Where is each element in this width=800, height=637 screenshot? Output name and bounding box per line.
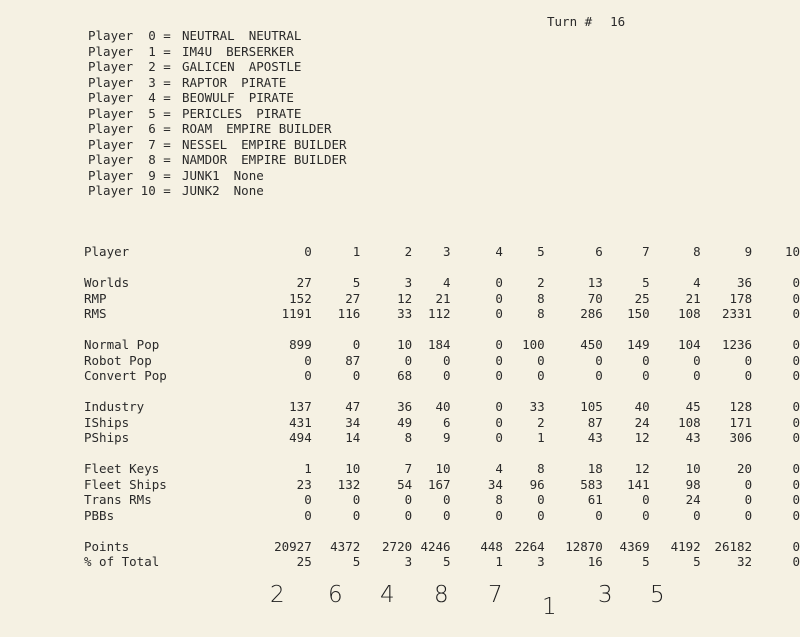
cell-value: 20 [737, 461, 753, 476]
cell-value: 112 [427, 306, 451, 321]
player-label: Player 4 = [88, 90, 171, 105]
handwritten-rank: 2 [270, 582, 285, 608]
player-type: APOSTLE [248, 59, 302, 74]
player-row [88, 90, 347, 106]
cell-value: 10 [435, 461, 451, 476]
cell-value: 116 [337, 306, 361, 321]
player-label: Player 3 = [88, 74, 171, 90]
cell-value: 0 [304, 352, 312, 368]
cell-value: 16 [587, 554, 603, 569]
cell-value: 3 [404, 554, 413, 569]
cell-value: 7 [404, 461, 413, 476]
cell-value: 583 [580, 476, 603, 492]
table-row [84, 353, 800, 369]
player-row [88, 59, 347, 75]
cell-value: 0 [792, 554, 800, 569]
cell-value: 26182 [714, 538, 753, 554]
cell-value: 21 [435, 290, 451, 306]
table-row [84, 399, 800, 415]
cell-value: 45 [685, 399, 701, 414]
row-label: Fleet Ships [84, 476, 167, 492]
handwritten-rank: 4 [380, 582, 395, 608]
table-row [84, 337, 800, 353]
player-name: RAPTOR [182, 74, 228, 90]
player-row [88, 137, 347, 153]
cell-value: 87 [587, 414, 603, 430]
cell-value: 8 [404, 430, 413, 445]
table-row [84, 508, 800, 524]
cell-value: 13 [587, 275, 603, 290]
cell-value: 1 [537, 430, 545, 445]
cell-value: 0 [495, 352, 503, 368]
row-label: Worlds [84, 275, 130, 290]
cell-value: 0 [792, 461, 800, 476]
cell-value: 0 [595, 368, 603, 383]
cell-value: 108 [678, 414, 701, 430]
cell-value: 0 [642, 492, 650, 507]
cell-value: 27 [296, 275, 312, 290]
cell-value: 0 [792, 507, 800, 523]
cell-value: 70 [587, 290, 603, 306]
cell-value: 0 [404, 507, 413, 523]
cell-value: 9 [744, 244, 753, 259]
player-label: Player 0 = [88, 28, 171, 43]
player-label: Player 9 = [88, 167, 171, 183]
cell-value: 494 [289, 430, 312, 445]
handwritten-rank: 7 [488, 582, 503, 608]
cell-value: 5 [352, 554, 361, 569]
cell-value: 0 [744, 492, 753, 507]
player-type: PIRATE [248, 90, 294, 105]
cell-value: 2 [404, 244, 413, 259]
cell-value: 0 [495, 507, 503, 523]
player-type: EMPIRE BUILDER [241, 136, 347, 152]
cell-value: 7 [642, 244, 650, 259]
player-row [88, 75, 347, 91]
cell-value: 8 [537, 306, 545, 321]
cell-value: 184 [427, 337, 451, 352]
cell-value: 5 [352, 275, 361, 290]
cell-value: 0 [495, 399, 503, 414]
cell-value: 0 [792, 414, 800, 430]
player-row [88, 121, 347, 137]
cell-value: 0 [443, 492, 451, 507]
player-name: NEUTRAL [182, 28, 235, 43]
cell-value: 27 [345, 290, 361, 306]
player-label: Player 7 = [88, 136, 171, 152]
row-label: PShips [84, 430, 130, 445]
player-name: ROAM [182, 121, 213, 136]
cell-value: 8 [693, 244, 701, 259]
cell-value: 2 [537, 414, 545, 430]
handwritten-rank: 8 [434, 582, 449, 608]
cell-value: 68 [397, 368, 413, 383]
cell-value: 4192 [670, 538, 701, 554]
cell-value: 150 [627, 306, 650, 321]
cell-value: 33 [529, 399, 545, 414]
cell-value: 104 [678, 337, 701, 352]
cell-value: 4 [495, 244, 503, 259]
cell-value: 0 [792, 492, 800, 507]
cell-value: 40 [435, 399, 451, 414]
player-label: Player 6 = [88, 121, 171, 136]
player-label: Player 8 = [88, 152, 171, 167]
cell-value: 1191 [281, 306, 312, 321]
cell-value: 0 [495, 275, 503, 290]
table-row [84, 368, 800, 384]
player-label: Player 10 = [88, 183, 171, 198]
player-name: PERICLES [182, 105, 243, 121]
cell-value: 2720 [382, 538, 413, 554]
cell-value: 137 [289, 399, 312, 414]
cell-value: 0 [693, 352, 701, 368]
player-type: NEUTRAL [248, 28, 302, 43]
cell-value: 49 [397, 414, 413, 430]
cell-value: 0 [537, 492, 545, 507]
player-type: BERSERKER [226, 43, 294, 59]
cell-value: 306 [729, 430, 753, 445]
cell-value: 0 [792, 368, 800, 383]
turn-number: 16 [610, 14, 626, 29]
player-name: BEOWULF [182, 90, 235, 105]
handwritten-rank: 3 [598, 582, 613, 608]
cell-value: 0 [537, 368, 545, 383]
header-row [84, 244, 800, 260]
player-label: Player 2 = [88, 59, 171, 74]
cell-value: 0 [304, 244, 312, 259]
row-label: Convert Pop [84, 368, 167, 383]
player-name: NESSEL [182, 136, 228, 152]
cell-value: 171 [729, 414, 753, 430]
cell-value: 18 [587, 461, 603, 476]
cell-value: 286 [580, 306, 603, 321]
row-label: RMS [84, 306, 107, 321]
row-label: Trans RMs [84, 492, 152, 507]
table-row [84, 539, 800, 555]
handwritten-rank: 6 [328, 582, 343, 608]
cell-value: 10 [685, 461, 701, 476]
cell-value: 10 [784, 244, 800, 259]
player-type: None [233, 167, 264, 183]
cell-value: 5 [537, 244, 545, 259]
cell-value: 0 [792, 430, 800, 445]
table-row [84, 275, 800, 291]
player-type: PIRATE [256, 105, 302, 121]
player-row [88, 106, 347, 122]
cell-value: 6 [443, 414, 451, 430]
cell-value: 0 [495, 368, 503, 383]
cell-value: 0 [792, 538, 800, 554]
row-label: % of Total [84, 554, 160, 569]
handwritten-rank: 1 [542, 594, 557, 620]
cell-value: 167 [427, 476, 451, 492]
cell-value: 3 [537, 554, 545, 569]
cell-value: 0 [443, 507, 451, 523]
player-type: PIRATE [241, 74, 287, 90]
cell-value: 4246 [420, 538, 451, 554]
player-type: EMPIRE BUILDER [241, 152, 347, 167]
player-row [88, 44, 347, 60]
player-name: NAMDOR [182, 152, 228, 167]
cell-value: 36 [397, 399, 413, 414]
player-row [88, 183, 347, 199]
cell-value: 24 [634, 414, 650, 430]
cell-value: 2264 [514, 538, 545, 554]
cell-value: 0 [792, 306, 800, 321]
table-row [84, 291, 800, 307]
cell-value: 0 [792, 399, 800, 414]
cell-value: 87 [345, 352, 361, 368]
cell-value: 23 [296, 476, 312, 492]
cell-value: 10 [345, 461, 361, 476]
cell-value: 152 [289, 290, 312, 306]
row-label: Player [84, 244, 130, 259]
cell-value: 6 [595, 244, 603, 259]
cell-value: 43 [685, 430, 701, 445]
cell-value: 431 [289, 414, 312, 430]
cell-value: 0 [744, 352, 753, 368]
cell-value: 1 [352, 244, 361, 259]
cell-value: 4369 [619, 538, 650, 554]
cell-value: 0 [495, 430, 503, 445]
cell-value: 0 [792, 352, 800, 368]
player-name: IM4U [182, 43, 213, 59]
cell-value: 0 [352, 507, 361, 523]
cell-value: 0 [744, 476, 753, 492]
table-row [84, 430, 800, 446]
row-label: Fleet Keys [84, 461, 160, 476]
cell-value: 47 [345, 399, 361, 414]
row-label: IShips [84, 414, 130, 430]
stats-table [84, 244, 800, 570]
row-label: RMP [84, 290, 107, 306]
cell-value: 8 [537, 290, 545, 306]
cell-value: 20927 [274, 538, 312, 554]
cell-value: 34 [345, 414, 361, 430]
cell-value: 0 [744, 368, 753, 383]
cell-value: 32 [737, 554, 753, 569]
cell-value: 0 [642, 352, 650, 368]
cell-value: 4372 [330, 538, 361, 554]
cell-value: 1 [495, 554, 503, 569]
cell-value: 0 [495, 414, 503, 430]
cell-value: 0 [792, 476, 800, 492]
cell-value: 5 [642, 275, 650, 290]
cell-value: 0 [495, 337, 503, 352]
cell-value: 0 [495, 290, 503, 306]
cell-value: 5 [693, 554, 701, 569]
table-row [84, 554, 800, 570]
table-row [84, 306, 800, 322]
cell-value: 12 [634, 430, 650, 445]
cell-value: 2 [537, 275, 545, 290]
cell-value: 12 [397, 290, 413, 306]
row-label: Industry [84, 399, 145, 414]
player-name: JUNK1 [182, 167, 220, 183]
cell-value: 4 [693, 275, 701, 290]
cell-value: 0 [304, 507, 312, 523]
cell-value: 40 [634, 399, 650, 414]
player-type: EMPIRE BUILDER [226, 121, 332, 136]
cell-value: 132 [337, 476, 361, 492]
cell-value: 448 [480, 538, 503, 554]
table-row [84, 477, 800, 493]
cell-value: 96 [529, 476, 545, 492]
cell-value: 0 [404, 492, 413, 507]
cell-value: 0 [304, 368, 312, 383]
cell-value: 0 [304, 492, 312, 507]
cell-value: 100 [522, 337, 545, 352]
cell-value: 450 [580, 337, 603, 352]
cell-value: 0 [404, 352, 413, 368]
cell-value: 0 [792, 337, 800, 352]
player-row [88, 168, 347, 184]
cell-value: 1236 [721, 337, 753, 352]
cell-value: 0 [693, 368, 701, 383]
player-name: JUNK2 [182, 183, 220, 198]
cell-value: 105 [580, 399, 603, 414]
cell-value: 1 [304, 461, 312, 476]
cell-value: 54 [397, 476, 413, 492]
cell-value: 36 [737, 275, 753, 290]
cell-value: 0 [537, 352, 545, 368]
player-row [88, 28, 347, 44]
cell-value: 3 [443, 244, 451, 259]
cell-value: 0 [595, 352, 603, 368]
table-row [84, 461, 800, 477]
player-label: Player 1 = [88, 43, 171, 59]
cell-value: 10 [397, 337, 413, 352]
cell-value: 0 [352, 337, 361, 352]
cell-value: 25 [296, 554, 312, 569]
cell-value: 8 [495, 492, 503, 507]
cell-value: 0 [792, 290, 800, 306]
cell-value: 9 [443, 430, 451, 445]
cell-value: 3 [404, 275, 413, 290]
cell-value: 12870 [565, 538, 603, 554]
player-type: None [233, 183, 264, 198]
cell-value: 8 [537, 461, 545, 476]
cell-value: 21 [685, 290, 701, 306]
cell-value: 0 [352, 492, 361, 507]
cell-value: 34 [487, 476, 503, 492]
cell-value: 4 [495, 461, 503, 476]
cell-value: 0 [744, 507, 753, 523]
cell-value: 5 [642, 554, 650, 569]
cell-value: 128 [729, 399, 753, 414]
table-row [84, 492, 800, 508]
turn-label: Turn # [547, 14, 593, 29]
row-label: Points [84, 538, 130, 554]
handwritten-rank: 5 [650, 582, 665, 608]
cell-value: 0 [495, 306, 503, 321]
cell-value: 14 [345, 430, 361, 445]
cell-value: 178 [729, 290, 753, 306]
player-name: GALICEN [182, 59, 235, 74]
cell-value: 899 [289, 337, 312, 352]
player-label: Player 5 = [88, 105, 171, 121]
cell-value: 33 [397, 306, 413, 321]
cell-value: 141 [627, 476, 650, 492]
cell-value: 98 [685, 476, 701, 492]
cell-value: 0 [642, 507, 650, 523]
cell-value: 0 [595, 507, 603, 523]
cell-value: 0 [443, 368, 451, 383]
cell-value: 0 [693, 507, 701, 523]
cell-value: 61 [587, 492, 603, 507]
table-row [84, 415, 800, 431]
cell-value: 149 [627, 337, 650, 352]
cell-value: 0 [642, 368, 650, 383]
cell-value: 12 [634, 461, 650, 476]
cell-value: 43 [587, 430, 603, 445]
row-label: Robot Pop [84, 352, 152, 368]
cell-value: 4 [443, 275, 451, 290]
player-list [88, 28, 347, 199]
cell-value: 0 [537, 507, 545, 523]
turn-indicator [547, 14, 625, 29]
player-row [88, 152, 347, 168]
cell-value: 0 [443, 352, 451, 368]
row-label: PBBs [84, 507, 115, 523]
cell-value: 5 [443, 554, 451, 569]
cell-value: 0 [352, 368, 361, 383]
cell-value: 25 [634, 290, 650, 306]
cell-value: 0 [792, 275, 800, 290]
cell-value: 108 [678, 306, 701, 321]
cell-value: 24 [685, 492, 701, 507]
cell-value: 2331 [721, 306, 753, 321]
row-label: Normal Pop [84, 337, 160, 352]
